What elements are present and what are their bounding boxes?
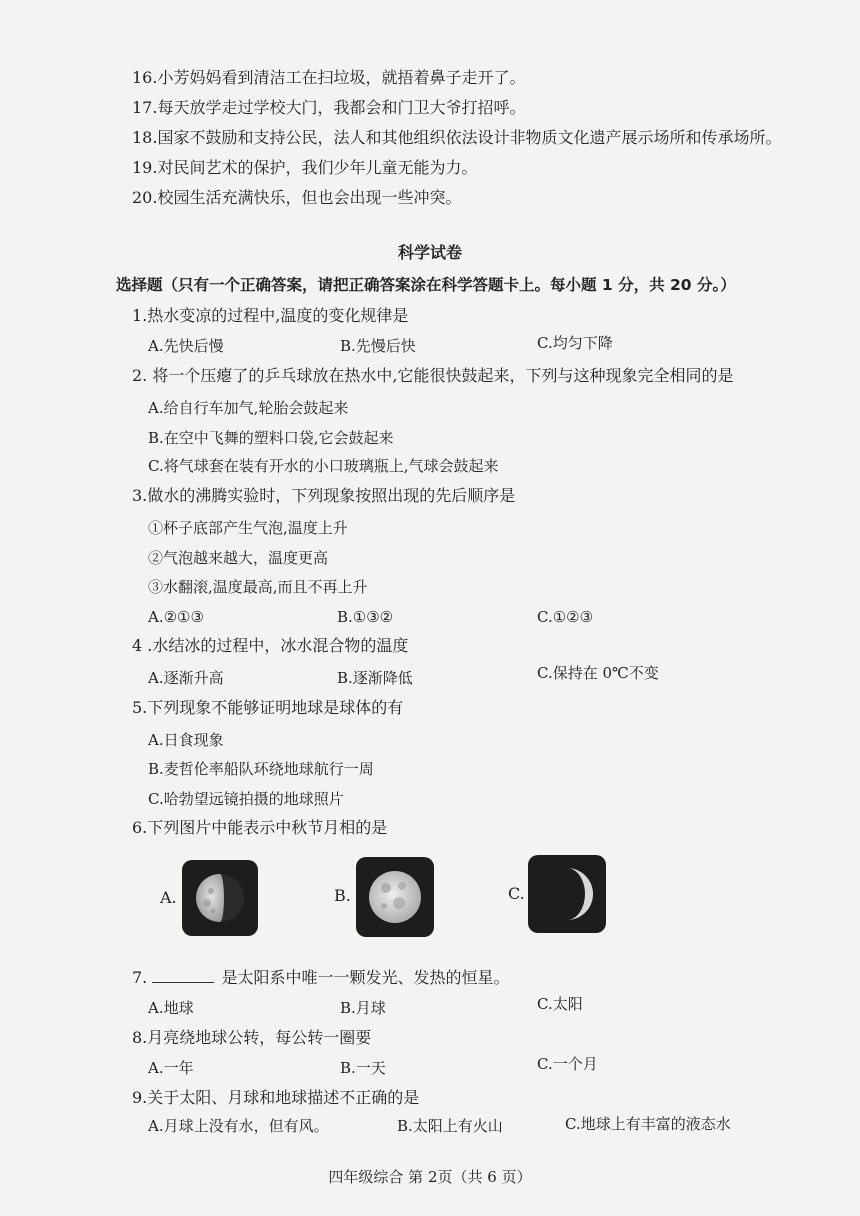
- question-4-stem: 4 .水结冰的过程中，冰水混合物的温度: [132, 636, 409, 655]
- q2-option-c: C.将气球套在装有开水的小口玻璃瓶上,气球会鼓起来: [148, 457, 499, 475]
- q3-step-2: ②气泡越来越大，温度更高: [148, 549, 329, 567]
- q7-blank: [152, 968, 214, 983]
- q7-text: 是太阳系中唯一一颗发光、发热的恒星。: [221, 968, 510, 987]
- q9-option-a: A.月球上没有水，但有风。: [148, 1117, 329, 1135]
- q8-option-a: A.一年: [148, 1059, 194, 1077]
- q7-number: 7.: [132, 968, 148, 987]
- crescent-moon-icon: [538, 865, 596, 923]
- q9-option-c: C.地球上有丰富的液态水: [565, 1115, 731, 1133]
- question-3-stem: 3.做水的沸腾实验时，下列现象按照出现的先后顺序是: [132, 486, 516, 505]
- q4-option-a: A.逐渐升高: [148, 669, 224, 687]
- q7-option-b: B.月球: [340, 999, 386, 1017]
- half-moon-icon: [193, 871, 247, 925]
- q9-option-b: B.太阳上有火山: [397, 1117, 503, 1135]
- full-moon-image: [356, 857, 434, 937]
- question-7-stem: [132, 968, 509, 988]
- full-moon-icon: [366, 868, 424, 926]
- q3-option-a: A.②①③: [148, 608, 204, 626]
- q6-option-b-label: B.: [334, 886, 351, 905]
- q3-step-3: ③水翻滚,温度最高,而且不再上升: [148, 578, 368, 596]
- q1-option-c: C.均匀下降: [537, 334, 613, 352]
- crescent-moon-image: [528, 855, 606, 933]
- q2-option-b: B.在空中飞舞的塑料口袋,它会鼓起来: [148, 429, 394, 447]
- q8-option-c: C.一个月: [537, 1055, 598, 1073]
- tf-item-17: 17.每天放学走过学校大门，我都会和门卫大爷打招呼。: [132, 98, 526, 117]
- section-instructions: 选择题（只有一个正确答案，请把正确答案涂在科学答题卡上。每小题 1 分，共 20 分。）: [116, 276, 736, 294]
- q2-option-a: A.给自行车加气,轮胎会鼓起来: [148, 399, 349, 417]
- q5-option-c: C.哈勃望远镜拍摄的地球照片: [148, 790, 344, 808]
- question-2-stem: 2. 将一个压瘪了的乒乓球放在热水中,它能很快鼓起来，下列与这种现象完全相同的是: [132, 366, 734, 385]
- tf-item-16: 16.小芳妈妈看到清洁工在扫垃圾，就捂着鼻子走开了。: [132, 68, 526, 87]
- tf-item-19: 19.对民间艺术的保护，我们少年儿童无能为力。: [132, 158, 478, 177]
- q1-option-b: B.先慢后快: [340, 337, 416, 355]
- q8-option-b: B.一天: [340, 1059, 386, 1077]
- question-1-stem: 1.热水变凉的过程中,温度的变化规律是: [132, 306, 409, 325]
- q1-option-a: A.先快后慢: [148, 337, 224, 355]
- tf-item-18: 18.国家不鼓励和支持公民，法人和其他组织依法设计非物质文化遗产展示场所和传承场所。: [132, 128, 782, 147]
- q4-option-c: C.保持在 0℃不变: [537, 664, 659, 682]
- q3-option-c: C.①②③: [537, 608, 594, 626]
- page-footer: 四年级综合 第 2页（共 6 页）: [328, 1168, 532, 1186]
- question-8-stem: 8.月亮绕地球公转，每公转一圈要: [132, 1028, 372, 1047]
- q7-option-a: A.地球: [148, 999, 194, 1017]
- q6-option-a-label: A.: [160, 888, 177, 907]
- q7-option-c: C.太阳: [537, 995, 583, 1013]
- question-6-stem: 6.下列图片中能表示中秋节月相的是: [132, 818, 388, 837]
- q5-option-b: B.麦哲伦率船队环绕地球航行一周: [148, 760, 374, 778]
- question-9-stem: 9.关于太阳、月球和地球描述不正确的是: [132, 1088, 420, 1107]
- half-moon-image: [182, 860, 258, 936]
- section-title: 科学试卷: [397, 243, 462, 262]
- q5-option-a: A.日食现象: [148, 731, 224, 749]
- q3-step-1: ①杯子底部产生气泡,温度上升: [148, 519, 348, 537]
- q6-option-c-label: C.: [508, 884, 525, 903]
- q4-option-b: B.逐渐降低: [337, 669, 413, 687]
- tf-item-20: 20.校园生活充满快乐，但也会出现一些冲突。: [132, 188, 462, 207]
- question-5-stem: 5.下列现象不能够证明地球是球体的有: [132, 698, 404, 717]
- q3-option-b: B.①③②: [337, 608, 394, 626]
